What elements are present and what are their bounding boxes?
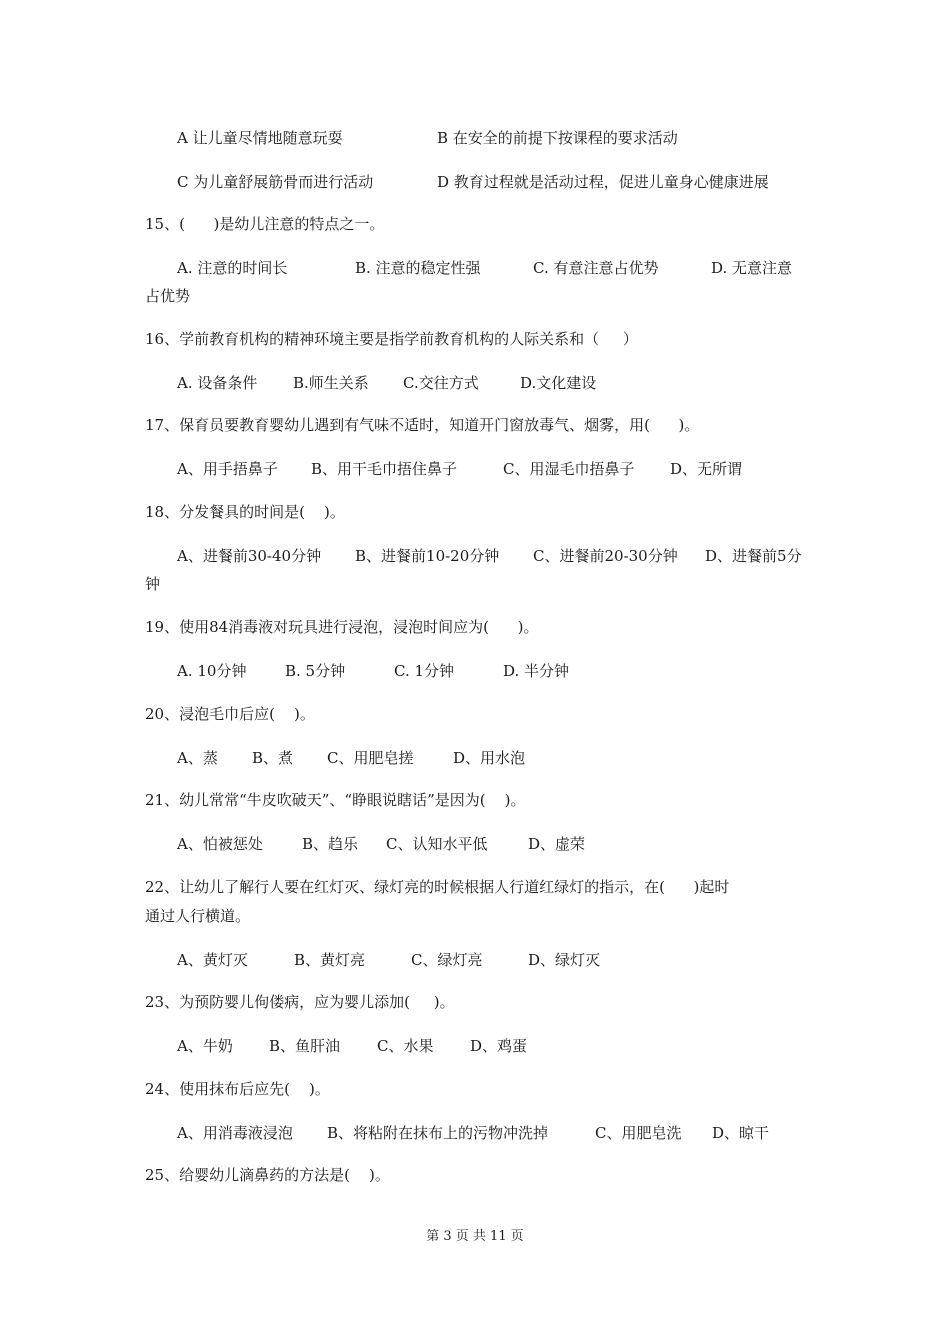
question-text: 15、( )是幼儿注意的特点之一。: [145, 215, 385, 233]
question-text: 25、给婴幼儿滴鼻药的方法是( )。: [145, 1166, 390, 1184]
option-item: D.文化建设: [520, 374, 597, 392]
option-item: C、绿灯亮: [411, 951, 483, 969]
option-item: D 教育过程就是活动过程，促进儿童身心健康进展: [437, 173, 769, 191]
option-item: D. 半分钟: [503, 662, 570, 680]
question-text: 21、幼儿常常“牛皮吹破天”、“睁眼说瞎话”是因为( )。: [145, 791, 526, 809]
continuation-text: 通过人行横道。: [145, 907, 251, 925]
option-item: A. 注意的时间长: [177, 259, 288, 277]
question-text: 17、保育员要教育婴幼儿遇到有气味不适时，知道开门窗放毒气、烟雾，用( )。: [145, 416, 700, 434]
option-item: B、用干毛巾捂住鼻子: [311, 460, 458, 478]
page-footer: 第 3 页 共 11 页: [426, 1229, 524, 1244]
option-item: A、牛奶: [177, 1037, 233, 1055]
option-item: D、鸡蛋: [470, 1037, 528, 1055]
option-item: D、虚荣: [528, 835, 586, 853]
question-text: 24、使用抹布后应先( )。: [145, 1080, 330, 1098]
option-item: B、黄灯亮: [294, 951, 366, 969]
option-item: A. 10分钟: [177, 662, 247, 680]
option-item: A、黄灯灭: [177, 951, 248, 969]
option-item: A 让儿童尽情地随意玩耍: [177, 129, 343, 147]
option-item: B 在安全的前提下按课程的要求活动: [437, 129, 678, 147]
option-item: B、进餐前10-20分钟: [355, 547, 500, 565]
option-item: C、用湿毛巾捂鼻子: [503, 460, 635, 478]
option-item: C 为儿童舒展筋骨而进行活动: [177, 173, 374, 191]
continuation-text: 钟: [145, 575, 161, 593]
option-item: C、认知水平低: [386, 835, 488, 853]
option-item: C. 有意注意占优势: [533, 259, 659, 277]
option-item: A、进餐前30-40分钟: [177, 547, 322, 565]
continuation-text: 占优势: [145, 287, 191, 305]
option-item: C、用肥皂洗: [595, 1124, 682, 1142]
option-item: A、用消毒液浸泡: [177, 1124, 293, 1142]
option-item: A. 设备条件: [177, 374, 258, 392]
option-item: D. 无意注意: [711, 259, 793, 277]
option-item: B、鱼肝油: [269, 1037, 341, 1055]
option-item: B. 注意的稳定性强: [355, 259, 481, 277]
option-item: C、水果: [377, 1037, 434, 1055]
question-text: 18、分发餐具的时间是( )。: [145, 503, 345, 521]
option-item: C、用肥皂搓: [327, 749, 414, 767]
option-item: B.师生关系: [293, 374, 369, 392]
option-item: D、晾干: [712, 1124, 770, 1142]
option-item: D、绿灯灭: [528, 951, 601, 969]
option-item: A、蒸: [177, 749, 218, 767]
option-item: B、趋乐: [302, 835, 359, 853]
question-text: 16、学前教育机构的精神环境主要是指学前教育机构的人际关系和（ ）: [145, 330, 638, 348]
option-item: D、用水泡: [453, 749, 526, 767]
option-item: B、将粘附在抹布上的污物冲洗掉: [327, 1124, 549, 1142]
option-item: B. 5分钟: [285, 662, 346, 680]
question-text: 23、为预防婴儿佝偻病，应为婴儿添加( )。: [145, 993, 455, 1011]
option-item: C.交往方式: [403, 374, 479, 392]
option-item: A、怕被惩处: [177, 835, 263, 853]
question-text: 19、使用84消毒液对玩具进行浸泡，浸泡时间应为( )。: [145, 618, 539, 636]
option-item: C、进餐前20-30分钟: [533, 547, 678, 565]
option-item: C. 1分钟: [394, 662, 455, 680]
option-item: D、进餐前5分: [705, 547, 802, 565]
option-item: B、煮: [252, 749, 294, 767]
question-text: 20、浸泡毛巾后应( )。: [145, 705, 315, 723]
question-text: 22、让幼儿了解行人要在红灯灭、绿灯亮的时候根据人行道红绿灯的指示，在( )起时: [145, 878, 730, 896]
option-item: D、无所谓: [670, 460, 743, 478]
option-item: A、用手捂鼻子: [177, 460, 278, 478]
